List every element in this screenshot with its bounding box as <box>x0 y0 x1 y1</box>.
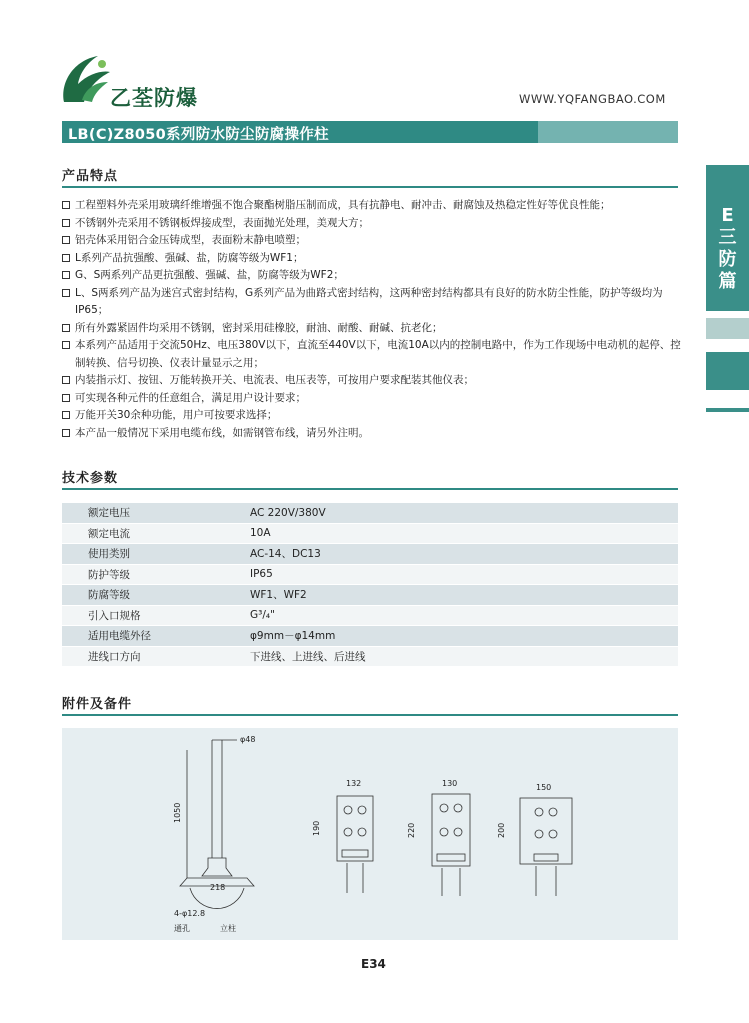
feature-item <box>62 285 682 320</box>
features-title: 产品特点 <box>62 169 119 184</box>
dim-h1050: 1050 <box>173 802 182 823</box>
feature-item <box>62 390 682 408</box>
feature-item <box>62 337 682 372</box>
checkbox-icon <box>62 201 70 209</box>
spec-row <box>62 626 678 647</box>
spec-value: IP65 <box>236 564 678 585</box>
feature-text: 内装指示灯、按钮、万能转换开关、电流表、电压表等，可按用户要求配装其他仪表； <box>75 374 474 386</box>
spec-label: 引入口规格 <box>62 605 236 626</box>
column-drawing <box>173 735 255 933</box>
brand-name: 乙荃防爆 <box>110 86 198 110</box>
checkbox-icon <box>62 271 70 279</box>
features-rule <box>62 186 678 188</box>
spec-value: AC-14、DC13 <box>236 544 678 565</box>
spec-row <box>62 564 678 585</box>
feature-text: 工程塑料外壳采用玻璃纤维增强不饱合聚酯树脂压制而成，具有抗静电、耐冲击、耐腐蚀及热稳定性好等优良性能； <box>75 199 611 211</box>
spec-value: WF1、WF2 <box>236 585 678 606</box>
spec-row <box>62 544 678 565</box>
spec-label: 适用电缆外径 <box>62 626 236 647</box>
box2-height: 220 <box>407 822 416 838</box>
section-tab <box>706 165 749 311</box>
checkbox-icon <box>62 376 70 384</box>
spec-label: 防护等级 <box>62 564 236 585</box>
specs-title: 技术参数 <box>62 471 119 486</box>
feature-text: 万能开关30余种功能，用户可按要求选择； <box>75 409 278 421</box>
box-drawing-2 <box>407 779 470 896</box>
feature-text: L系列产品抗强酸、强碱、盐，防腐等级为WF1； <box>75 251 304 264</box>
title-bar-accent <box>538 121 678 143</box>
title-bar <box>62 121 678 143</box>
feature-text: 本系列产品适用于交流50Hz、电压380V以下，直流至440V以下，电流10A以内的控制电路中，作为工作现场中电动机的起停、控制转换、信号切换、仪表计量显示之用； <box>75 339 681 369</box>
label-post: 立柱 <box>220 924 236 933</box>
specs-table <box>62 503 678 667</box>
checkbox-icon <box>62 411 70 419</box>
section-tab-label: E三防篇 <box>718 205 737 292</box>
spec-label: 额定电压 <box>62 503 236 523</box>
checkbox-icon <box>62 341 70 349</box>
feature-item <box>62 407 682 425</box>
spec-row <box>62 503 678 523</box>
feature-item <box>62 197 682 215</box>
feature-text: L、S两系列产品为迷宫式密封结构，G系列产品为曲路式密封结构，这两种密封结构都具有良好的防水防尘性能，防护等级均为IP65； <box>75 286 663 316</box>
label-holes: 通孔 <box>174 924 190 933</box>
accessories-title: 附件及备件 <box>62 697 133 712</box>
technical-drawing <box>62 728 678 940</box>
box3-height: 200 <box>497 822 506 838</box>
feature-text: 所有外露紧固件均采用不锈钢，密封采用硅橡胶，耐油、耐酸、耐碱、抗老化； <box>75 321 443 334</box>
checkbox-icon <box>62 289 70 297</box>
spec-label: 使用类别 <box>62 544 236 565</box>
checkbox-icon <box>62 236 70 244</box>
spec-value: AC 220V/380V <box>236 503 678 523</box>
section-tab-line <box>706 408 749 412</box>
accessories-rule <box>62 714 678 716</box>
feature-text: 可实现各种元件的任意组合，满足用户设计要求； <box>75 391 306 404</box>
spec-row <box>62 585 678 606</box>
page-number: E34 <box>361 957 386 971</box>
spec-value: φ9mm－φ14mm <box>236 626 678 647</box>
feature-text: 不锈钢外壳采用不锈钢板焊接成型，表面抛光处理，美观大方； <box>75 216 369 229</box>
spec-value: 下进线、上进线、后进线 <box>236 646 678 667</box>
box2-width: 130 <box>442 779 458 788</box>
feature-item <box>62 320 682 338</box>
brand-logo <box>58 52 114 108</box>
feature-item <box>62 250 682 268</box>
spec-row <box>62 646 678 667</box>
specs-rule <box>62 488 678 490</box>
spec-label: 进线口方向 <box>62 646 236 667</box>
spec-value: G³/₄" <box>236 605 678 626</box>
feature-item <box>62 267 682 285</box>
dim-d48: φ48 <box>240 735 256 744</box>
feature-text: G、S两系列产品更抗强酸、强碱、盐，防腐等级为WF2； <box>75 269 344 281</box>
website-url: WWW.YQFANGBAO.COM <box>519 92 666 106</box>
feature-item <box>62 215 682 233</box>
checkbox-icon <box>62 324 70 332</box>
checkbox-icon <box>62 219 70 227</box>
box1-height: 190 <box>312 820 321 836</box>
feature-item <box>62 372 682 390</box>
page-title: LB(C)Z8050系列防水防尘防腐操作柱 <box>68 127 329 143</box>
box-drawing-3 <box>497 783 572 896</box>
dim-holes: 4-φ12.8 <box>174 909 206 918</box>
feature-item <box>62 232 682 250</box>
feature-item <box>62 425 682 443</box>
box3-width: 150 <box>536 783 552 792</box>
spec-label: 防腐等级 <box>62 585 236 606</box>
checkbox-icon <box>62 429 70 437</box>
box1-width: 132 <box>346 779 362 788</box>
section-tab-dark <box>706 352 749 390</box>
feature-text: 本产品一般情况下采用电缆布线，如需钢管布线，请另外注明。 <box>75 426 369 439</box>
feature-text: 铝壳体采用铝合金压铸成型，表面粉末静电喷塑； <box>75 234 306 246</box>
spec-row <box>62 605 678 626</box>
dim-d218: 218 <box>210 883 226 892</box>
drawing-panel <box>62 728 678 940</box>
spec-label: 额定电流 <box>62 523 236 544</box>
checkbox-icon <box>62 394 70 402</box>
checkbox-icon <box>62 254 70 262</box>
spec-value: 10A <box>236 523 678 544</box>
features-list <box>62 197 682 442</box>
spec-row <box>62 523 678 544</box>
box-drawing-1 <box>312 779 373 893</box>
section-tab-light <box>706 318 749 339</box>
